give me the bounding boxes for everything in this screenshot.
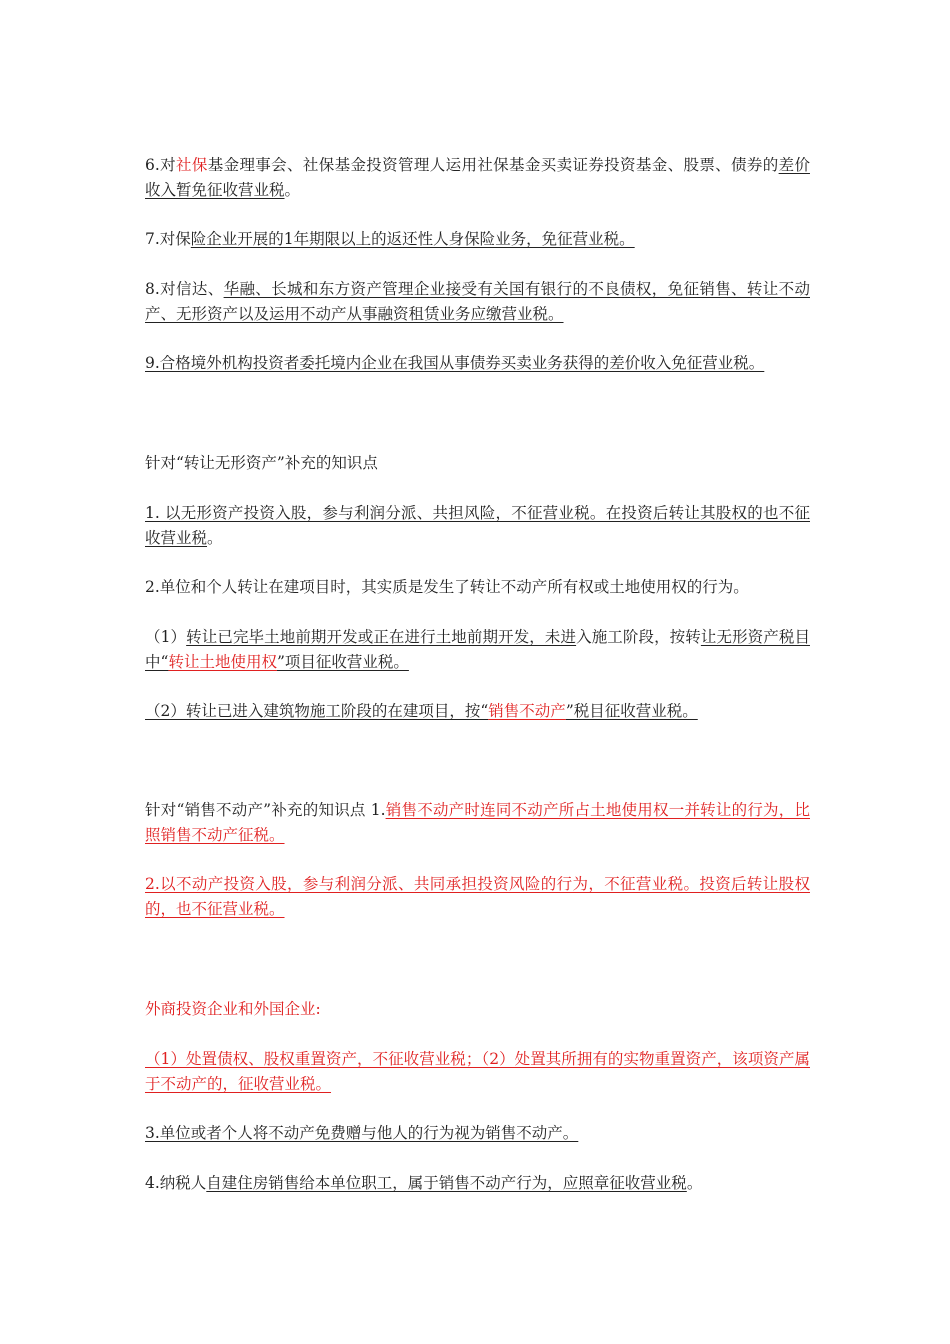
section-heading-real-estate: 针对“销售不动产”补充的知识点 1.销售不动产时连同不动产所占土地使用权一并转让的行为，比照销售不动产征税。 <box>145 801 810 844</box>
intangible-point-2: 2.单位和个人转让在建项目时，其实质是发生了转让不动产所有权或土地使用权的行为。 <box>145 578 749 596</box>
foreign-point-1: （1）处置债权、股权重置资产，不征收营业税；（2）处置其所拥有的实物重置资产，该项资产属于不动产的，征收营业税。 <box>145 1050 810 1093</box>
highlight-land-use-right: 转让土地使用权 <box>168 653 277 671</box>
item-7: 7.对保险企业开展的1年期限以上的返还性人身保险业务，免征营业税。 <box>145 230 635 248</box>
intangible-point-1: 1. 以无形资产投资入股，参与利润分派、共担风险，不征营业税。在投资后转让其股权的也不征收营业税。 <box>145 504 810 547</box>
highlight-social-security: 社保 <box>176 156 208 174</box>
foreign-point-3: 3.单位或者个人将不动产免费赠与他人的行为视为销售不动产。 <box>145 1124 579 1142</box>
foreign-point-4: 4.纳税人自建住房销售给本单位职工，属于销售不动产行为，应照章征收营业税。 <box>145 1174 703 1192</box>
intangible-point-2-2: （2）转让已进入建筑物施工阶段的在建项目，按“销售不动产”税目征收营业税。 <box>145 702 698 720</box>
real-estate-point-1: 销售不动产时连同不动产所占土地使用权一并转让的行为，比照销售不动产征税。 <box>145 801 810 844</box>
highlight-sell-real-estate: 销售不动产 <box>488 702 566 720</box>
section-heading-foreign: 外商投资企业和外国企业: <box>145 1000 321 1018</box>
item-8: 8.对信达、华融、长城和东方资产管理企业接受有关国有银行的不良债权，免征销售、转让不动产、无形资产以及运用不动产从事融资租赁业务应缴营业税。 <box>145 280 810 323</box>
item-9: 9.合格境外机构投资者委托境内企业在我国从事债券买卖业务获得的差价收入免征营业税。 <box>145 354 765 372</box>
intangible-point-2-1: （1）转让已完毕土地前期开发或正在进行土地前期开发，未进入施工阶段，按转让无形资产税目中“转让土地使用权”项目征收营业税。 <box>145 628 810 671</box>
section-heading-intangible: 针对“转让无形资产”补充的知识点 <box>145 454 378 472</box>
real-estate-point-2: 2.以不动产投资入股，参与利润分派、共同承担投资风险的行为，不征营业税。投资后转让股权的，也不征营业税。 <box>145 875 810 918</box>
item-6: 6.对社保基金理事会、社保基金投资管理人运用社保基金买卖证券投资基金、股票、债券的差价收入暂免征收营业税。 <box>145 156 810 199</box>
